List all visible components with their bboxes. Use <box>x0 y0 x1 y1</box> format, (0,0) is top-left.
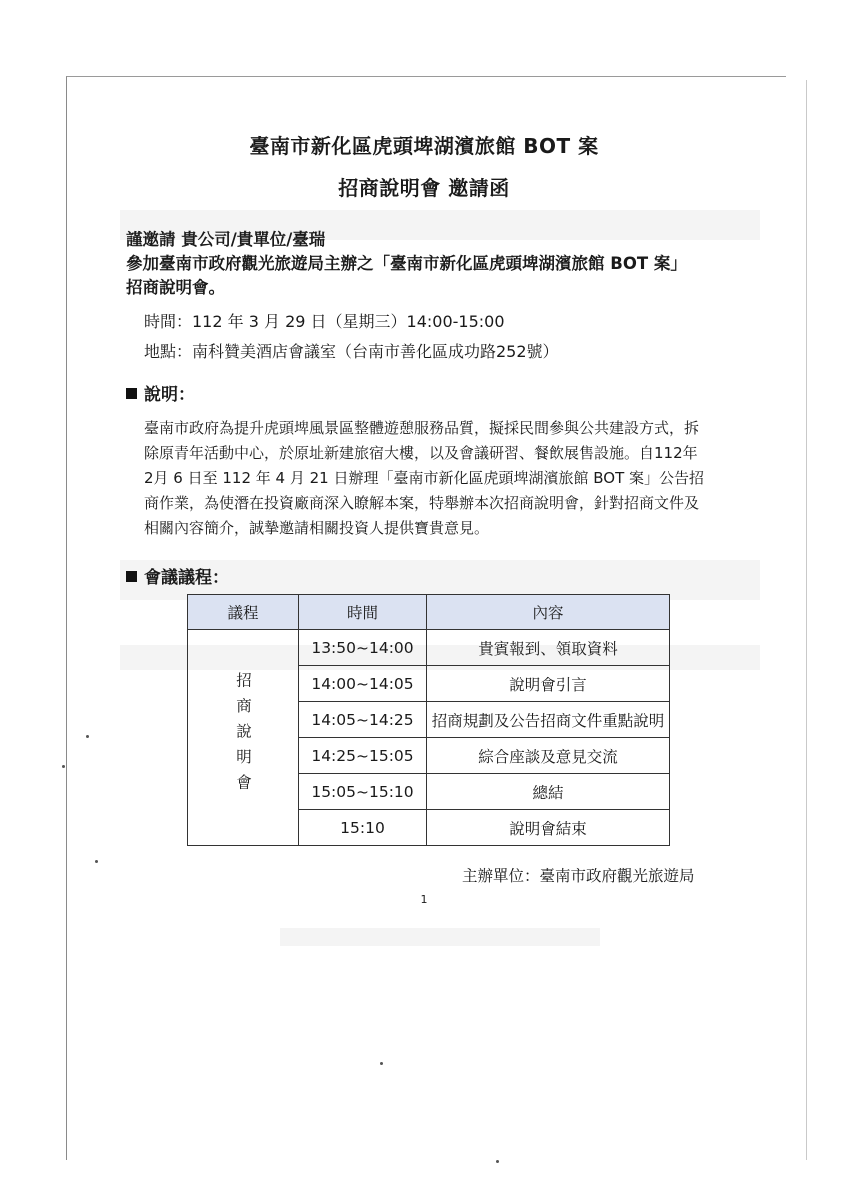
square-bullet-icon <box>126 388 137 399</box>
invite-recipient: 謹邀請 貴公司/貴單位/臺瑞 <box>126 230 326 249</box>
table-row <box>188 630 670 666</box>
row-content: 招商規劃及公告招商文件重點說明 <box>427 702 670 738</box>
scan-speck <box>86 735 89 738</box>
agenda-table <box>187 594 670 846</box>
row-time: 14:00~14:05 <box>299 666 427 702</box>
event-time: 時間：112 年 3 月 29 日（星期三）14:00-15:00 <box>144 312 505 331</box>
invite-event: 參加臺南市政府觀光旅遊局主辦之「臺南市新化區虎頭埤湖濱旅館 BOT 案」 <box>126 254 687 273</box>
scan-speck <box>380 1062 383 1065</box>
row-content: 說明會結束 <box>427 810 670 846</box>
document-title: 臺南市新化區虎頭埤湖濱旅館 BOT 案 <box>249 134 599 158</box>
session-group-label: 招商說明會 <box>234 671 252 800</box>
row-content: 說明會引言 <box>427 666 670 702</box>
description-line: 除原青年活動中心，於原址新建旅宿大樓，以及會議研習、餐飲展售設施。自112年 <box>144 444 698 462</box>
header-session: 議程 <box>188 595 299 630</box>
description-paragraph <box>144 416 754 541</box>
row-time: 14:25~15:05 <box>299 738 427 774</box>
description-line: 相關內容簡介，誠摯邀請相關投資人提供寶貴意見。 <box>144 519 490 537</box>
scan-speck <box>95 860 98 863</box>
row-time: 14:05~14:25 <box>299 702 427 738</box>
square-bullet-icon <box>126 571 137 582</box>
description-line: 商作業，為使潛在投資廠商深入瞭解本案，特舉辦本次招商說明會，針對招商文件及 <box>144 494 700 512</box>
row-content: 總結 <box>427 774 670 810</box>
description-line: 2月 6 日至 112 年 4 月 21 日辦理「臺南市新化區虎頭埤湖濱旅館 BOT 案」公告招 <box>144 469 705 487</box>
description-line: 臺南市政府為提升虎頭埤風景區整體遊憩服務品質，擬採民間參與公共建設方式，拆 <box>144 419 700 437</box>
description-heading-text: 說明： <box>144 385 195 405</box>
invite-event-end: 招商說明會。 <box>126 278 225 297</box>
page-number: 1 <box>420 893 428 906</box>
row-time: 15:10 <box>299 810 427 846</box>
event-location: 地點：南科贊美酒店會議室（台南市善化區成功路252號） <box>144 342 559 361</box>
organizer: 主辦單位：臺南市政府觀光旅遊局 <box>462 867 695 885</box>
scan-speck <box>62 765 65 768</box>
header-content: 內容 <box>427 595 670 630</box>
description-heading <box>126 380 195 405</box>
row-time: 15:05~15:10 <box>299 774 427 810</box>
document-subtitle: 招商說明會 邀請函 <box>338 176 510 200</box>
page-edge-shadow <box>806 80 807 1160</box>
agenda-heading-text: 會議議程： <box>144 568 229 588</box>
scan-speck <box>496 1160 499 1163</box>
agenda-header-row <box>188 595 670 630</box>
session-group-cell <box>188 630 299 846</box>
header-time: 時間 <box>299 595 427 630</box>
row-content: 綜合座談及意見交流 <box>427 738 670 774</box>
agenda-heading <box>126 563 229 588</box>
bleed-through-mark <box>280 928 600 946</box>
row-content: 貴賓報到、領取資料 <box>427 630 670 666</box>
row-time: 13:50~14:00 <box>299 630 427 666</box>
